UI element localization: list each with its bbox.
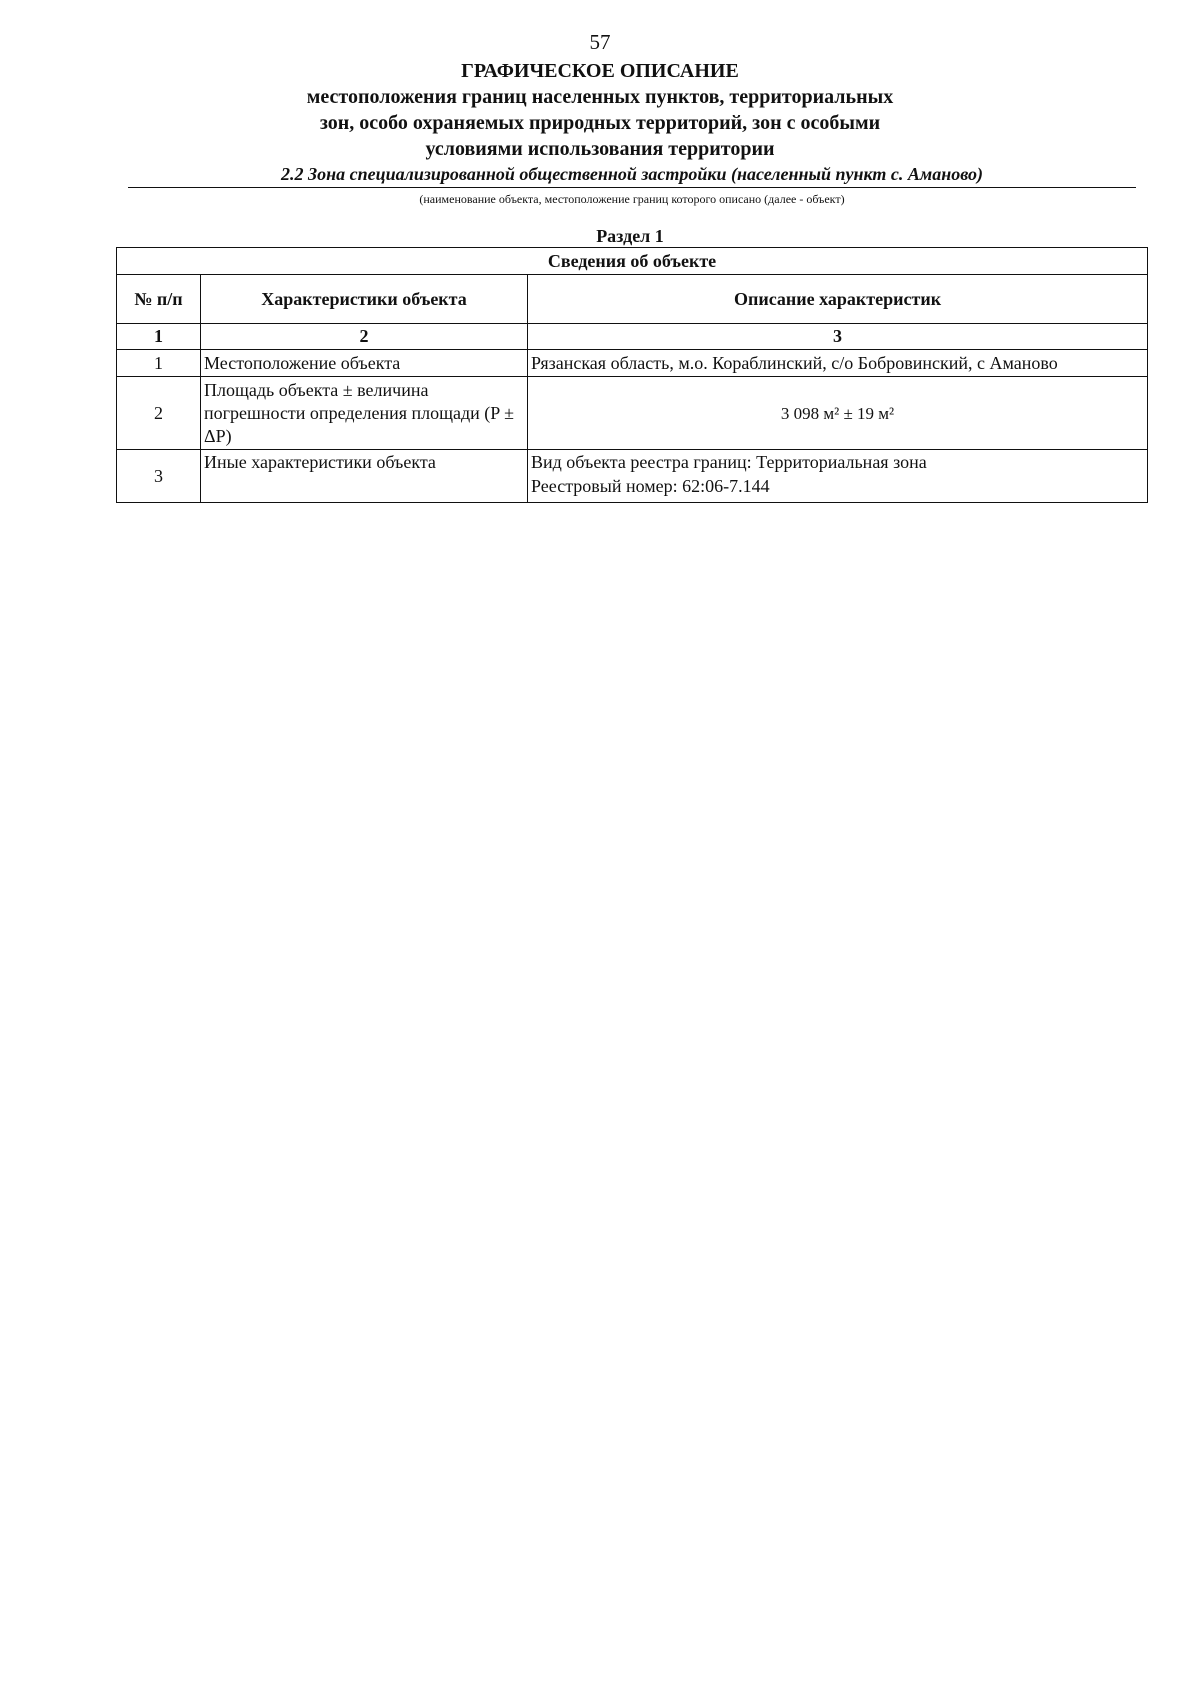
row-number: 2 [117, 377, 201, 450]
document-subtitle-line-1: местоположения границ населенных пунктов, территориальных [306, 86, 894, 108]
section-title: Раздел 1 [596, 226, 664, 246]
row-characteristic: Иные характеристики объекта [201, 450, 528, 503]
document-subtitle-line-2: зон, особо охраняемых природных территорий, зон с особыми [319, 112, 881, 134]
table-row [117, 377, 1148, 450]
row-description: 3 098 м² ± 19 м² [528, 377, 1148, 450]
table-title-row [117, 248, 1148, 275]
page-number: 57 [589, 30, 611, 54]
document-subtitle-line-3: условиями использования территории [425, 138, 775, 160]
column-number-3: 3 [528, 324, 1148, 350]
document-heading [0, 58, 1200, 162]
table-row [117, 450, 1148, 503]
column-number-row [117, 324, 1148, 350]
object-name: 2.2 Зона специализированной общественной застройки (населенный пункт с. Аманово) [128, 163, 1136, 188]
object-caption: (наименование объекта, местоположение границ которого описано (далее - объект) [419, 192, 845, 206]
row-description-line-1: Вид объекта реестра границ: Территориальная зона [531, 452, 927, 472]
row-characteristic: Площадь объекта ± величина погрешности определения площади (P ± ΔP) [201, 377, 528, 450]
row-number: 1 [117, 350, 201, 377]
column-number-2: 2 [201, 324, 528, 350]
column-number-1: 1 [117, 324, 201, 350]
document-title: ГРАФИЧЕСКОЕ ОПИСАНИЕ [461, 60, 739, 82]
header-number: № п/п [117, 275, 201, 324]
header-characteristic: Характеристики объекта [201, 275, 528, 324]
table-row [117, 350, 1148, 377]
row-characteristic: Местоположение объекта [201, 350, 528, 377]
header-description: Описание характеристик [528, 275, 1148, 324]
row-number: 3 [117, 450, 201, 503]
row-description: Рязанская область, м.о. Кораблинский, с/о Бобровинский, с Аманово [528, 350, 1148, 377]
row-description [528, 450, 1148, 503]
table-header-row [117, 275, 1148, 324]
row-description-line-2: Реестровый номер: 62:06-7.144 [531, 476, 770, 496]
object-info-table [116, 247, 1148, 503]
table-title: Сведения об объекте [117, 248, 1148, 275]
